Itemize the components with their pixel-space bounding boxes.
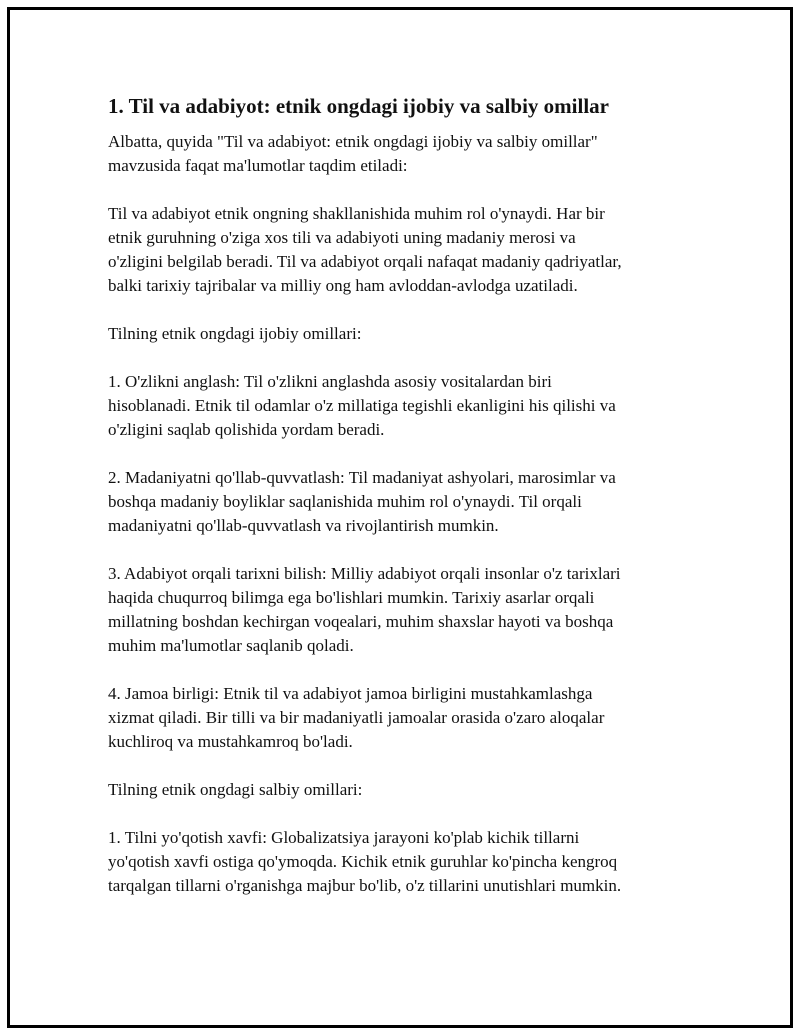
- positive-factor-4: 4. Jamoa birligi: Etnik til va adabiyot jamoa birligini mustahkamlashga xizmat qiladi. Bir tilli va bir madaniyatli jamoalar orasida o'zaro aloqalar kuchliroq va mustahkamroq bo'ladi.: [108, 684, 605, 751]
- positive-factor-3: 3. Adabiyot orqali tarixni bilish: Milliy adabiyot orqali insonlar o'z tarixlari haqida chuqurroq bilimga ega bo'lishlari mumkin. Tarixiy asarlar orqali millatning boshdan kechirgan voqealari, muhim shaxslar hayoti va boshqa muhim ma'lumotlar saqlanib qoladi.: [108, 564, 621, 655]
- document-body: [108, 92, 678, 922]
- document-title: 1. Til va adabiyot: etnik ongdagi ijobiy va salbiy omillar: [108, 94, 609, 118]
- intro-paragraph: Albatta, quyida "Til va adabiyot: etnik ongdagi ijobiy va salbiy omillar" mavzusida faqat ma'lumotlar taqdim etiladi:: [108, 132, 598, 175]
- positive-factors-heading: Tilning etnik ongdagi ijobiy omillari:: [108, 324, 362, 343]
- positive-factor-1: 1. O'zlikni anglash: Til o'zlikni anglashda asosiy vositalardan biri hisoblanadi. Etnik til odamlar o'z millatiga tegishli ekanligini his qilishi va o'zligini saqlab qolishida yordam beradi.: [108, 372, 616, 439]
- negative-factors-heading: Tilning etnik ongdagi salbiy omillari:: [108, 780, 363, 799]
- positive-factor-2: 2. Madaniyatni qo'llab-quvvatlash: Til madaniyat ashyolari, marosimlar va boshqa madaniy boyliklar saqlanishida muhim rol o'ynaydi. Til orqali madaniyatni qo'llab-quvvatlash va rivojlantirish mumkin.: [108, 468, 616, 535]
- negative-factor-1: 1. Tilni yo'qotish xavfi: Globalizatsiya jarayoni ko'plab kichik tillarni yo'qotish xavfi ostiga qo'ymoqda. Kichik etnik guruhlar ko'pincha kengroq tarqalgan tillarni o'rganishga majbur bo'lib, o'z tillarini unutishlari mumkin.: [108, 828, 622, 895]
- overview-paragraph: Til va adabiyot etnik ongning shakllanishida muhim rol o'ynaydi. Har bir etnik guruhning o'ziga xos tili va adabiyoti uning madaniy merosi va o'zligini belgilab beradi. Til va adabiyot orqali nafaqat madaniy qadriyatlar, balki tarixiy tajribalar va milliy ong ham avloddan-avlodga uzatiladi.: [108, 204, 622, 295]
